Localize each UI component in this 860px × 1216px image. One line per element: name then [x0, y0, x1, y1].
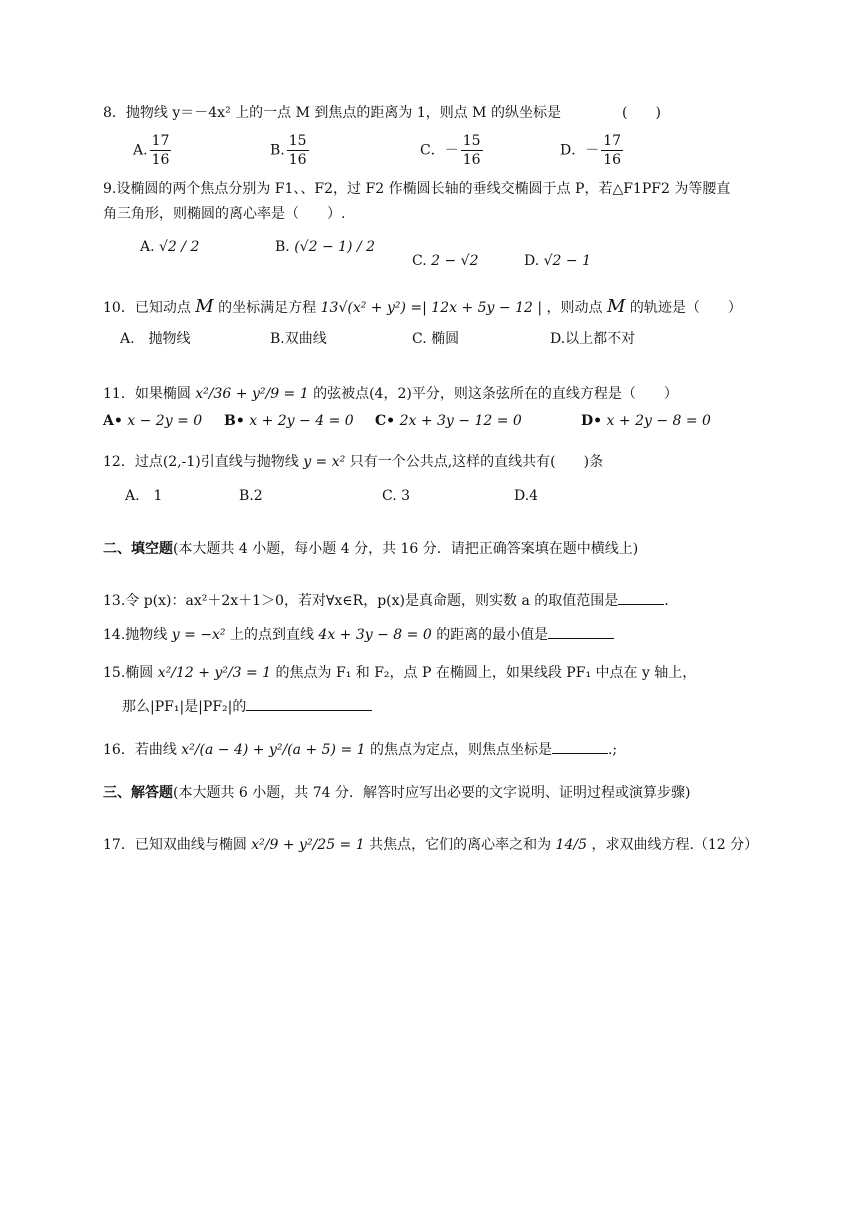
q8-option-b: B. $\frac{15}{16}$ [270, 133, 307, 168]
q8-paren: ( ) [622, 105, 661, 121]
q8-stem: 8．抛物线 y＝－4x² 上的一点 M 到焦点的距离为 1，则点 M 的纵坐标是 [103, 105, 561, 121]
q9-stem-line2: 角三角形，则椭圆的离心率是（ ）. [103, 206, 346, 222]
q16-stem: 16．若曲线 x²/(a − 4) + y²/(a + 5) = 1 的焦点为定点，则焦点坐标是 .; [103, 739, 617, 759]
q9-option-a-math: √2 / 2 [159, 239, 200, 255]
q12-equation: y = x² [303, 454, 346, 470]
section-2-heading: 二、填空题(本大题共 4 小题，每小题 4 分，共 16 分．请把正确答案填在题中横线上) [103, 541, 639, 557]
q15-answer-blank [246, 696, 372, 711]
q9-option-b-math: (√2 − 1) / 2 [294, 239, 376, 255]
q15-stem: 15.椭圆 x²/12 + y²/3 = 1 的焦点为 F₁ 和 F₂，点 P 在椭圆上，如果线段 PF₁ 中点在 y 轴上， [103, 665, 697, 681]
q14-stem: 14.抛物线 y = −x² 上的点到直线 4x + 3y − 8 = 0 的距离的最小值是 [103, 624, 614, 644]
q11-option-b: B• x + 2y − 4 = 0 [224, 413, 354, 429]
q9-option-a: A. √2 / 2 [140, 239, 200, 255]
q8-option-a: A. $\frac{17}{16}$ [133, 133, 170, 168]
q9-stem-line1: 9.设椭圆的两个焦点分别为 F1、、F2，过 F2 作椭圆长轴的垂线交椭圆于点 P，若△F1PF2 为等腰直 [103, 181, 731, 197]
q11-option-c: C• 2x + 3y − 12 = 0 [375, 413, 522, 429]
q10-option-d: D.以上都不对 [550, 331, 636, 347]
q12-option-d: D.4 [514, 488, 539, 504]
q10-option-a: A. 抛物线 [120, 331, 191, 347]
q12-option-b: B.2 [239, 488, 263, 504]
q17-ratio: 14/5 [555, 837, 587, 853]
q9-option-b: B. (√2 − 1) / 2 [275, 239, 376, 255]
q10-equation: 13√(x² + y²) =| 12x + 5y − 12 | [320, 300, 543, 316]
q10-option-b: B.双曲线 [270, 331, 327, 347]
q15-stem-line2: 那么|PF₁|是|PF₂|的 [122, 696, 372, 716]
q17-stem: 17．已知双曲线与椭圆 x²/9 + y²/25 = 1 共焦点，它们的离心率之和为 14/5 ，求双曲线方程.（12 分） [103, 837, 759, 853]
q10-option-c: C. 椭圆 [412, 331, 460, 347]
q13-stem: 13.令 p(x)：ax²＋2x＋1＞0，若对∀x∈R，p(x)是真命题，则实数 a 的取值范围是 . [103, 590, 669, 610]
q11-option-d: D• x + 2y − 8 = 0 [581, 413, 711, 429]
q11-option-a: A• x − 2y = 0 [103, 413, 203, 429]
q9-option-c: C. 2 − √2 [412, 253, 479, 269]
q8-option-c: C．－ $\frac{15}{16}$ [420, 133, 481, 168]
q13-answer-blank [618, 590, 664, 605]
q17-equation: x²/9 + y²/25 = 1 [251, 837, 365, 853]
q11-stem: 11．如果椭圆 x²/36 + y²/9 = 1 的弦被点(4，2)平分，则这条弦所在的直线方程是（ ） [103, 386, 678, 402]
section-3-heading: 三、解答题(本大题共 6 小题，共 74 分．解答时应写出必要的文字说明、证明过程或演算步骤) [103, 785, 691, 801]
q10-stem: 10．已知动点 M 的坐标满足方程 13√(x² + y²) =| 12x + 5y − 12 | ，则动点 M 的轨迹是（ ） [103, 296, 742, 317]
q12-option-a: A. 1 [125, 488, 163, 504]
q12-option-c: C. 3 [382, 488, 411, 504]
q8-option-d: D．－ $\frac{17}{16}$ [560, 133, 622, 168]
q16-equation: x²/(a − 4) + y²/(a + 5) = 1 [181, 742, 366, 758]
q15-equation: x²/12 + y²/3 = 1 [157, 665, 272, 681]
q16-answer-blank [552, 739, 608, 754]
q9-option-d: D. √2 − 1 [524, 253, 592, 269]
q11-equation: x²/36 + y²/9 = 1 [195, 386, 309, 402]
q12-stem: 12．过点(2,-1)引直线与抛物线 y = x² 只有一个公共点,这样的直线共有( )条 [103, 454, 604, 470]
q14-answer-blank [548, 624, 614, 639]
